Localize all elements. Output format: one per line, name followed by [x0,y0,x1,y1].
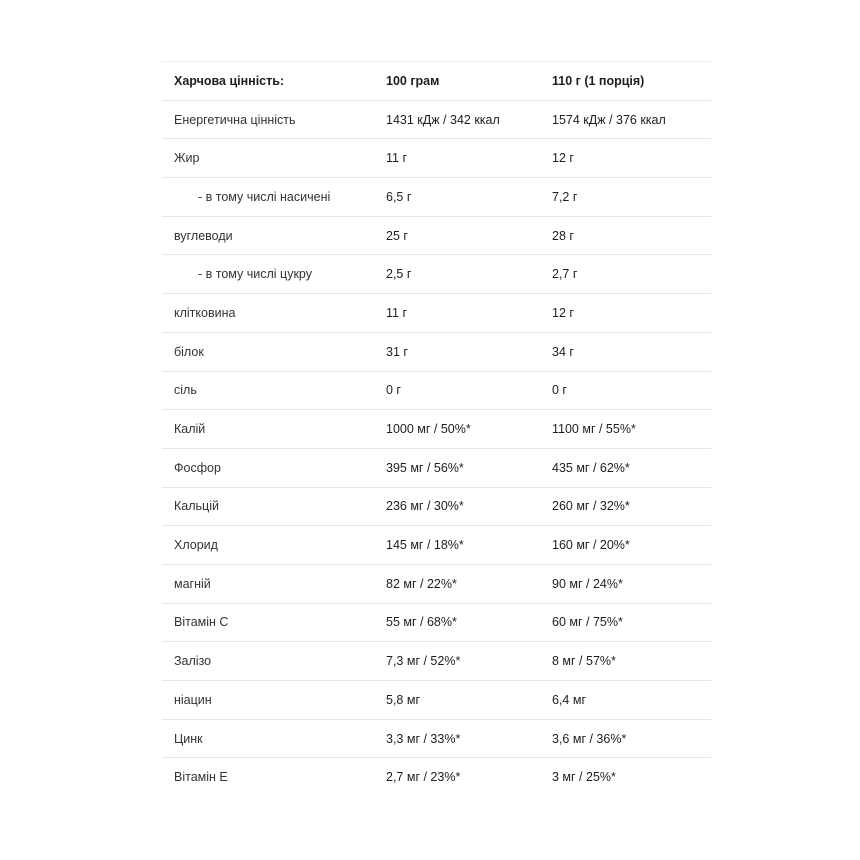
nutrition-facts-table [162,61,711,797]
row-label: Залізо [162,642,374,681]
row-value-per-100g: 55 мг / 68%* [374,603,540,642]
row-value-per-100g: 31 г [374,332,540,371]
table-row [162,487,711,526]
row-value-per-100g: 25 г [374,216,540,255]
row-value-per-serving: 160 мг / 20%* [540,526,711,565]
header-per-serving: 110 г (1 порція) [540,62,711,101]
table-row [162,178,711,217]
row-value-per-serving: 1100 мг / 55%* [540,410,711,449]
table-row [162,603,711,642]
row-value-per-100g: 3,3 мг / 33%* [374,719,540,758]
table-row [162,681,711,720]
row-value-per-serving: 12 г [540,139,711,178]
row-value-per-100g: 1000 мг / 50%* [374,410,540,449]
row-value-per-serving: 2,7 г [540,255,711,294]
row-value-per-serving: 260 мг / 32%* [540,487,711,526]
table-body [162,100,711,796]
table-row [162,526,711,565]
row-value-per-serving: 3,6 мг / 36%* [540,719,711,758]
row-value-per-serving: 90 мг / 24%* [540,564,711,603]
row-value-per-serving: 3 мг / 25%* [540,758,711,797]
row-value-per-100g: 1431 кДж / 342 ккал [374,100,540,139]
row-label: - в тому числі цукру [162,255,374,294]
table-row [162,642,711,681]
table-row [162,719,711,758]
row-value-per-serving: 28 г [540,216,711,255]
row-label: сіль [162,371,374,410]
row-value-per-100g: 82 мг / 22%* [374,564,540,603]
table-row [162,332,711,371]
row-value-per-serving: 0 г [540,371,711,410]
row-value-per-100g: 6,5 г [374,178,540,217]
row-label: Жир [162,139,374,178]
table-row [162,100,711,139]
header-per-100g: 100 грам [374,62,540,101]
row-value-per-serving: 1574 кДж / 376 ккал [540,100,711,139]
row-value-per-100g: 11 г [374,139,540,178]
row-value-per-100g: 236 мг / 30%* [374,487,540,526]
header-nutrient: Харчова цінність: [162,62,374,101]
table-row [162,294,711,333]
row-value-per-100g: 145 мг / 18%* [374,526,540,565]
row-value-per-100g: 0 г [374,371,540,410]
row-label: вуглеводи [162,216,374,255]
table-row [162,255,711,294]
row-label: Вітамін Е [162,758,374,797]
row-label: ніацин [162,681,374,720]
table-header [162,62,711,101]
row-value-per-serving: 60 мг / 75%* [540,603,711,642]
row-value-per-100g: 2,5 г [374,255,540,294]
row-value-per-100g: 395 мг / 56%* [374,448,540,487]
row-value-per-100g: 11 г [374,294,540,333]
row-value-per-serving: 7,2 г [540,178,711,217]
row-value-per-serving: 12 г [540,294,711,333]
row-label: Кальцій [162,487,374,526]
row-label: Фосфор [162,448,374,487]
row-label: білок [162,332,374,371]
row-value-per-serving: 6,4 мг [540,681,711,720]
row-label: Калій [162,410,374,449]
table-row [162,564,711,603]
table-row [162,216,711,255]
row-value-per-serving: 8 мг / 57%* [540,642,711,681]
header-row [162,62,711,101]
row-value-per-100g: 2,7 мг / 23%* [374,758,540,797]
table-row [162,371,711,410]
row-label: Хлорид [162,526,374,565]
row-label: Цинк [162,719,374,758]
row-label: магній [162,564,374,603]
row-value-per-serving: 34 г [540,332,711,371]
row-label: Енергетична цінність [162,100,374,139]
table-row [162,139,711,178]
row-value-per-100g: 5,8 мг [374,681,540,720]
table-row [162,758,711,797]
row-label: - в тому числі насичені [162,178,374,217]
row-value-per-serving: 435 мг / 62%* [540,448,711,487]
row-label: клітковина [162,294,374,333]
row-value-per-100g: 7,3 мг / 52%* [374,642,540,681]
table-row [162,448,711,487]
table-row [162,410,711,449]
row-label: Вітамін С [162,603,374,642]
